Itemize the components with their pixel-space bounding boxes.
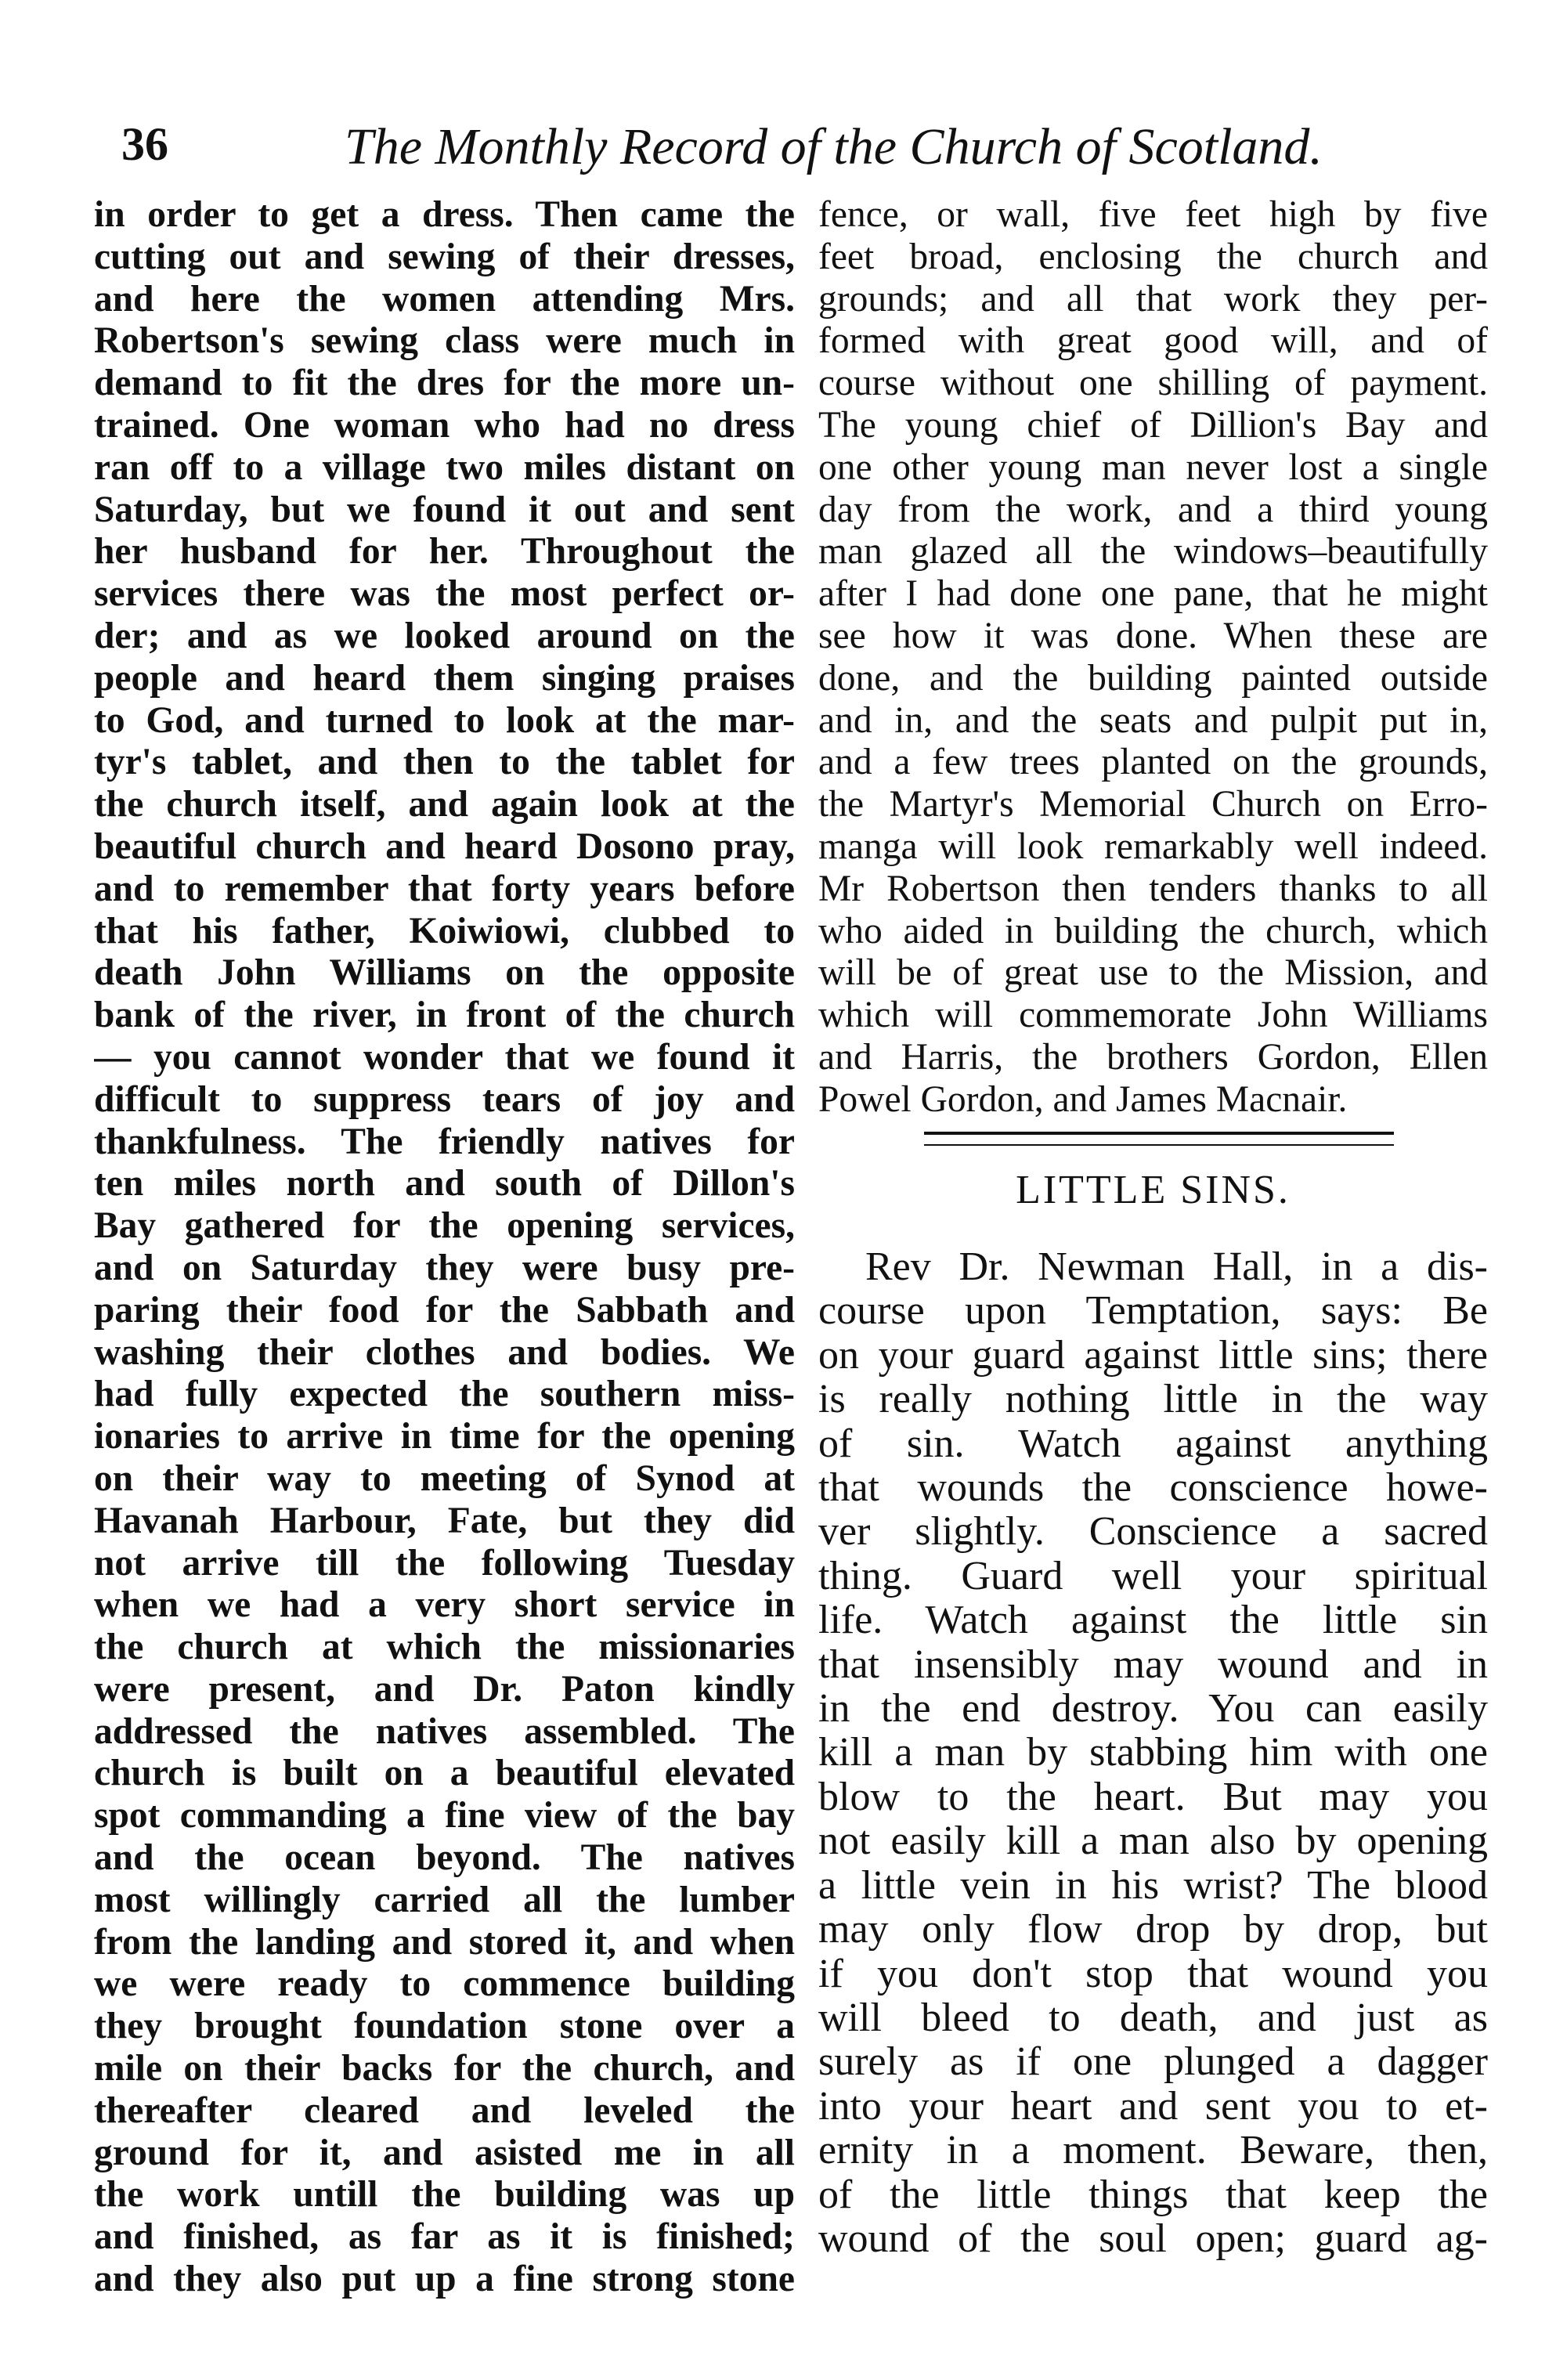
text-line: surely as if one plunged a dagger bbox=[818, 2040, 1488, 2085]
text-line: her husband for her. Throughout the bbox=[94, 531, 795, 572]
text-line: most willingly carried all the lumber bbox=[94, 1879, 795, 1920]
text-line: ground for it, and asisted me in all bbox=[94, 2132, 795, 2173]
text-line: the church at which the missionaries bbox=[94, 1627, 795, 1668]
page-number: 36 bbox=[121, 118, 168, 170]
text-line: grounds; and all that work they per- bbox=[818, 278, 1488, 320]
text-line: and on Saturday they were busy pre- bbox=[94, 1247, 795, 1288]
text-line: and finished, as far as it is finished; bbox=[94, 2216, 795, 2258]
text-line: in the end destroy. You can easily bbox=[818, 1687, 1488, 1732]
text-line: Robertson's sewing class were much in bbox=[94, 320, 795, 362]
text-line: and the ocean beyond. The natives bbox=[94, 1837, 795, 1879]
text-line: blow to the heart. But may you bbox=[818, 1775, 1488, 1819]
text-line: that insensibly may wound and in bbox=[818, 1642, 1488, 1687]
text-line: Powel Gordon, and James Macnair. bbox=[818, 1078, 1348, 1120]
text-line: course upon Temptation, says: Be bbox=[818, 1289, 1488, 1334]
text-line: ten miles north and south of Dillon's bbox=[94, 1163, 795, 1204]
text-line: had fully expected the southern miss- bbox=[94, 1374, 795, 1415]
text-line: into your heart and sent you to et- bbox=[818, 2084, 1488, 2129]
text-line: were present, and Dr. Paton kindly bbox=[94, 1668, 795, 1710]
text-line: ran off to a village two miles distant on bbox=[94, 446, 795, 488]
text-line: cutting out and sewing of their dresses, bbox=[94, 236, 795, 277]
right-column-top bbox=[818, 194, 1488, 1121]
text-line: Bay gathered for the opening services, bbox=[94, 1205, 795, 1247]
text-line: to God, and turned to look at the mar- bbox=[94, 699, 795, 741]
text-line: manga will look remarkably well indeed. bbox=[818, 825, 1488, 867]
text-line: see how it was done. When these are bbox=[818, 615, 1488, 656]
text-line: services there was the most perfect or- bbox=[94, 573, 795, 615]
right-column-bottom bbox=[818, 1245, 1488, 2261]
text-line: and Harris, the brothers Gordon, Ellen bbox=[818, 1036, 1488, 1078]
text-line: addressed the natives assembled. The bbox=[94, 1710, 795, 1752]
text-line: and to remember that forty years before bbox=[94, 868, 795, 909]
text-line: washing their clothes and bodies. We bbox=[94, 1331, 795, 1373]
text-line: fence, or wall, five feet high by five bbox=[818, 194, 1488, 235]
text-line: which will commemorate John Williams bbox=[818, 995, 1488, 1036]
running-title: The Monthly Record of the Church of Scotland. bbox=[345, 118, 1323, 175]
text-line: tyr's tablet, and then to the tablet for bbox=[94, 742, 795, 783]
text-line: spot commanding a fine view of the bay bbox=[94, 1795, 795, 1836]
text-line: feet broad, enclosing the church and bbox=[818, 236, 1488, 277]
left-column bbox=[94, 194, 795, 2301]
text-line: on their way to meeting of Synod at bbox=[94, 1457, 795, 1499]
text-line: the Martyr's Memorial Church on Erro- bbox=[818, 784, 1488, 825]
text-line: — you cannot wonder that we found it bbox=[94, 1036, 795, 1078]
text-line: thing. Guard well your spiritual bbox=[818, 1554, 1488, 1598]
text-line: may only flow drop by drop, but bbox=[818, 1908, 1488, 1952]
page-header bbox=[94, 117, 1527, 188]
text-line: they brought foundation stone over a bbox=[94, 2006, 795, 2047]
text-line: who aided in building the church, which bbox=[818, 910, 1488, 952]
text-line: death John Williams on the opposite bbox=[94, 952, 795, 994]
text-line: that his father, Koiwiowi, clubbed to bbox=[94, 910, 795, 952]
section-title: LITTLE SINS. bbox=[1016, 1168, 1291, 1212]
text-line: course without one shilling of payment. bbox=[818, 363, 1488, 404]
text-line: that wounds the conscience howe- bbox=[818, 1466, 1488, 1511]
text-line: der; and as we looked around on the bbox=[94, 615, 795, 656]
section-divider bbox=[924, 1132, 1394, 1146]
text-line: thereafter cleared and leveled the bbox=[94, 2089, 795, 2131]
text-line: when we had a very short service in bbox=[94, 1584, 795, 1626]
text-line: of the little things that keep the bbox=[818, 2172, 1488, 2217]
text-line: one other young man never lost a single bbox=[818, 446, 1488, 488]
text-line: and here the women attending Mrs. bbox=[94, 278, 795, 320]
text-line: if you don't stop that wound you bbox=[818, 1952, 1488, 1996]
text-line: is really nothing little in the way bbox=[818, 1378, 1488, 1422]
text-line: after I had done one pane, that he might bbox=[818, 573, 1488, 615]
text-line: mile on their backs for the church, and bbox=[94, 2048, 795, 2089]
text-line: paring their food for the Sabbath and bbox=[94, 1289, 795, 1331]
text-line: will be of great use to the Mission, and bbox=[818, 952, 1488, 994]
text-line: a little vein in his wrist? The blood bbox=[818, 1863, 1488, 1908]
text-line: day from the work, and a third young bbox=[818, 489, 1488, 530]
text-line: wound of the soul open; guard ag- bbox=[818, 2216, 1488, 2261]
text-line: Rev Dr. Newman Hall, in a dis- bbox=[865, 1245, 1488, 1289]
text-line: ver slightly. Conscience a sacred bbox=[818, 1510, 1488, 1555]
text-line: of sin. Watch against anything bbox=[818, 1421, 1488, 1466]
text-line: people and heard them singing praises bbox=[94, 657, 795, 699]
text-line: from the landing and stored it, and when bbox=[94, 1921, 795, 1963]
text-line: beautiful church and heard Dosono pray, bbox=[94, 825, 795, 867]
text-line: on your guard against little sins; there bbox=[818, 1333, 1488, 1378]
text-line: we were ready to commence building bbox=[94, 1963, 795, 2005]
text-line: demand to fit the dres for the more un- bbox=[94, 363, 795, 404]
text-line: bank of the river, in front of the church bbox=[94, 995, 795, 1036]
text-line: kill a man by stabbing him with one bbox=[818, 1731, 1488, 1775]
text-line: formed with great good will, and of bbox=[818, 320, 1488, 362]
text-line: not easily kill a man also by opening bbox=[818, 1819, 1488, 1864]
text-line: will bleed to death, and just as bbox=[818, 1995, 1488, 2040]
text-line: Saturday, but we found it out and sent bbox=[94, 489, 795, 530]
text-line: the work untill the building was up bbox=[94, 2174, 795, 2216]
text-line: church is built on a beautiful elevated bbox=[94, 1753, 795, 1794]
text-line: and a few trees planted on the grounds, bbox=[818, 742, 1488, 783]
text-line: difficult to suppress tears of joy and bbox=[94, 1078, 795, 1120]
text-line: life. Watch against the little sin bbox=[818, 1598, 1488, 1643]
text-line: Havanah Harbour, Fate, but they did bbox=[94, 1500, 795, 1541]
text-line: The young chief of Dillion's Bay and bbox=[818, 404, 1488, 446]
text-line: Mr Robertson then tenders thanks to all bbox=[818, 868, 1488, 909]
text-line: thankfulness. The friendly natives for bbox=[94, 1121, 795, 1162]
text-line: the church itself, and again look at the bbox=[94, 784, 795, 825]
text-line: and in, and the seats and pulpit put in, bbox=[818, 699, 1488, 741]
text-line: ernity in a moment. Beware, then, bbox=[818, 2129, 1488, 2173]
text-line: not arrive till the following Tuesday bbox=[94, 1542, 795, 1584]
text-line: and they also put up a fine strong stone bbox=[94, 2259, 795, 2300]
text-line: trained. One woman who had no dress bbox=[94, 404, 795, 446]
text-line: man glazed all the windows–beautifully bbox=[818, 531, 1488, 572]
text-line: done, and the building painted outside bbox=[818, 657, 1488, 699]
text-line: in order to get a dress. Then came the bbox=[94, 194, 795, 235]
text-line: ionaries to arrive in time for the opening bbox=[94, 1416, 795, 1457]
